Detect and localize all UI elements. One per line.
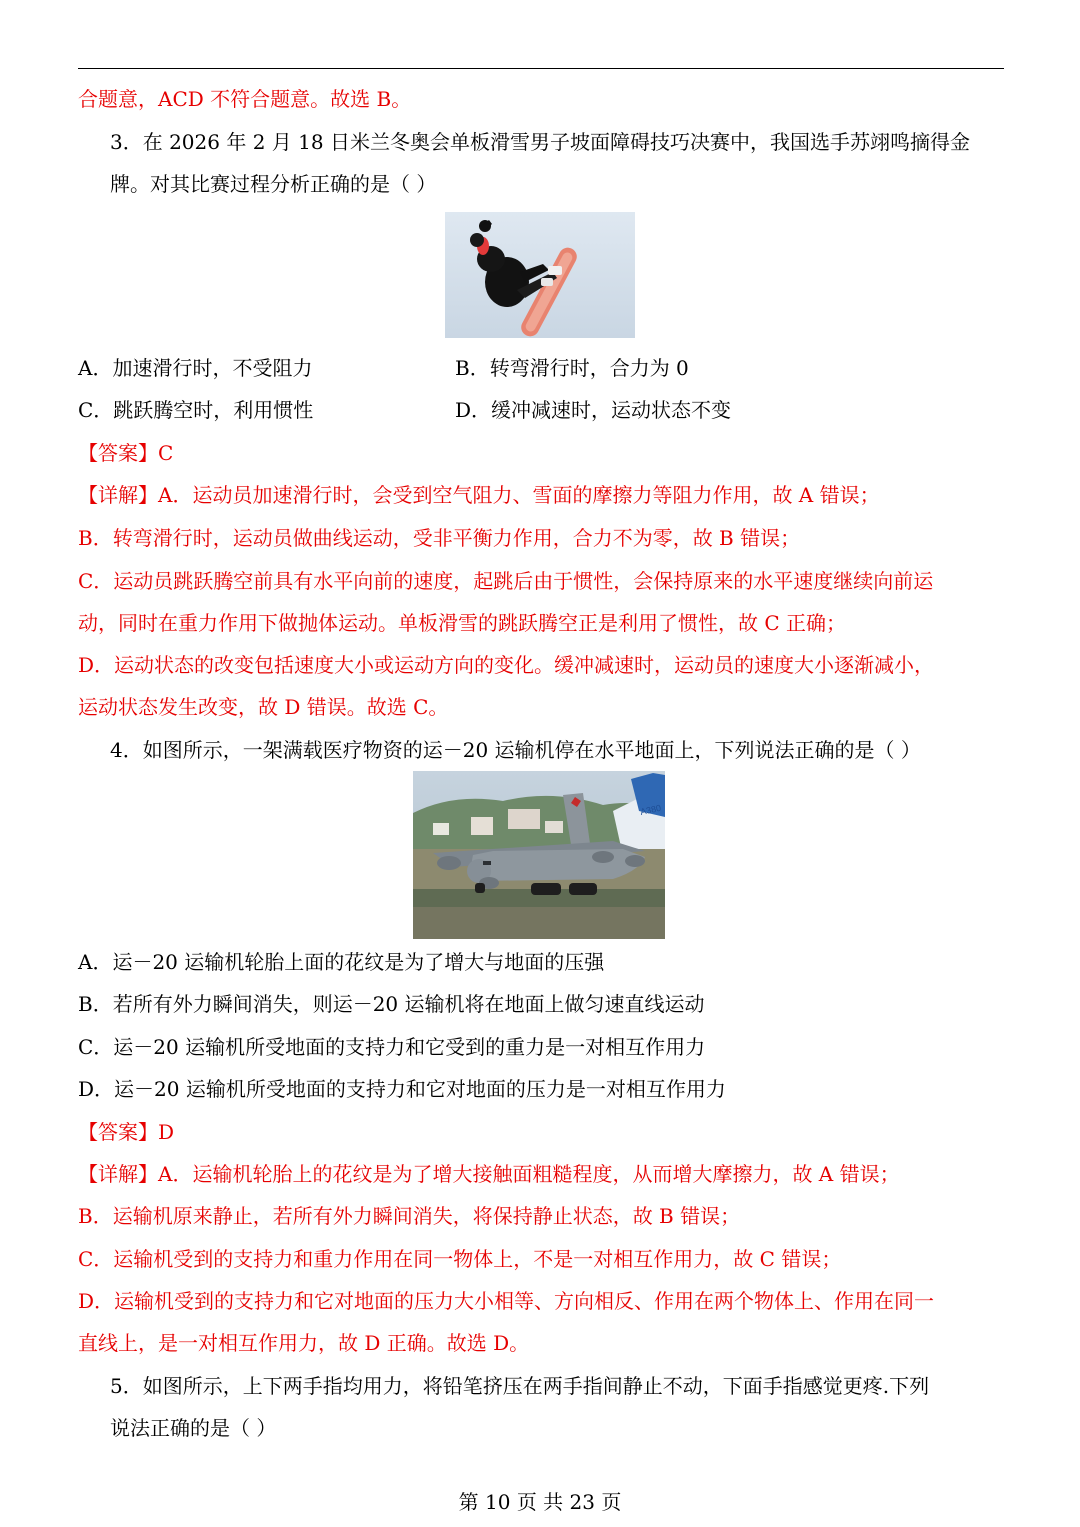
- q5-stem-line2: 说法正确的是（ ）: [110, 1416, 277, 1440]
- q3-detail-line5: D．运动状态的改变包括速度大小或运动方向的变化。缓冲减速时，运动员的速度大小逐渐减小，: [78, 653, 935, 677]
- q3-stem-line2: 牌。对其比赛过程分析正确的是（ ）: [110, 172, 437, 196]
- q3-detail-line6: 运动状态发生改变，故 D 错误。故选 C。: [78, 695, 449, 719]
- q3-stem-line1: 3．在 2026 年 2 月 18 日米兰冬奥会单板滑雪男子坡面障碍技巧决赛中，我国选手苏翊鸣摘得金: [110, 130, 970, 154]
- q5-stem-line1: 5．如图所示，上下两手指均用力，将铅笔挤压在两手指间静止不动，下面手指感觉更疼.下列: [110, 1374, 930, 1398]
- answer-tag: 【答案】: [78, 441, 158, 465]
- answer-value: C: [158, 441, 174, 465]
- q4-option-a: A．运－20 运输机轮胎上面的花纹是为了增大与地面的压强: [78, 950, 605, 974]
- page-footer: 第 10 页 共 23 页: [458, 1490, 622, 1514]
- q3-detail-line4: 动，同时在重力作用下做抛体运动。单板滑雪的跳跃腾空正是利用了惯性，故 C 正确；: [78, 611, 847, 635]
- q3-option-d: D．缓冲减速时，运动状态不变: [455, 398, 732, 422]
- q3-detail-line1: [78, 480, 1018, 510]
- previous-answer-continuation: 合题意，ACD 不符合题意。故选 B。: [78, 87, 412, 111]
- q3-answer: [78, 438, 1018, 468]
- q4-option-c: C．运－20 运输机所受地面的支持力和它受到的重力是一对相互作用力: [78, 1035, 706, 1059]
- q4-detail-line2: B．运输机原来静止，若所有外力瞬间消失，将保持静止状态，故 B 错误；: [78, 1204, 741, 1228]
- detail-tag: 【详解】: [78, 483, 158, 507]
- q4-detail-line1: [78, 1159, 1018, 1189]
- q4-detail-line5: 直线上，是一对相互作用力，故 D 正确。故选 D。: [78, 1331, 530, 1355]
- detail-text: A．运输机轮胎上的花纹是为了增大接触面粗糙程度，从而增大摩擦力，故 A 错误；: [158, 1162, 900, 1186]
- detail-tag: 【详解】: [78, 1162, 158, 1186]
- q3-option-b: B．转弯滑行时，合力为 0: [455, 356, 689, 380]
- q4-option-d: D．运－20 运输机所受地面的支持力和它对地面的压力是一对相互作用力: [78, 1077, 726, 1101]
- q3-option-a: A．加速滑行时，不受阻力: [78, 356, 313, 380]
- q4-answer: [78, 1117, 1018, 1147]
- answer-value: D: [158, 1120, 175, 1144]
- detail-text: A．运动员加速滑行时，会受到空气阻力、雪面的摩擦力等阻力作用，故 A 错误；: [158, 483, 880, 507]
- q4-option-b: B．若所有外力瞬间消失，则运－20 运输机将在地面上做匀速直线运动: [78, 992, 705, 1016]
- snowboarder-photo: [445, 212, 635, 338]
- q4-stem: 4．如图所示，一架满载医疗物资的运－20 运输机停在水平地面上，下列说法正确的是（ ）: [110, 738, 921, 762]
- a380-lettering: A380: [639, 802, 662, 817]
- transport-plane-photo: [413, 771, 665, 939]
- answer-tag: 【答案】: [78, 1120, 158, 1144]
- q4-detail-line3: C．运输机受到的支持力和重力作用在同一物体上，不是一对相互作用力，故 C 错误；: [78, 1247, 842, 1271]
- header-rule: [78, 68, 1004, 69]
- q3-detail-line2: B．转弯滑行时，运动员做曲线运动，受非平衡力作用，合力不为零，故 B 错误；: [78, 526, 801, 550]
- q3-option-c: C．跳跃腾空时，利用惯性: [78, 398, 314, 422]
- q3-detail-line3: C．运动员跳跃腾空前具有水平向前的速度，起跳后由于惯性，会保持原来的水平速度继续向前运: [78, 569, 934, 593]
- q4-detail-line4: D．运输机受到的支持力和它对地面的压力大小相等、方向相反、作用在两个物体上、作用在同一: [78, 1289, 935, 1313]
